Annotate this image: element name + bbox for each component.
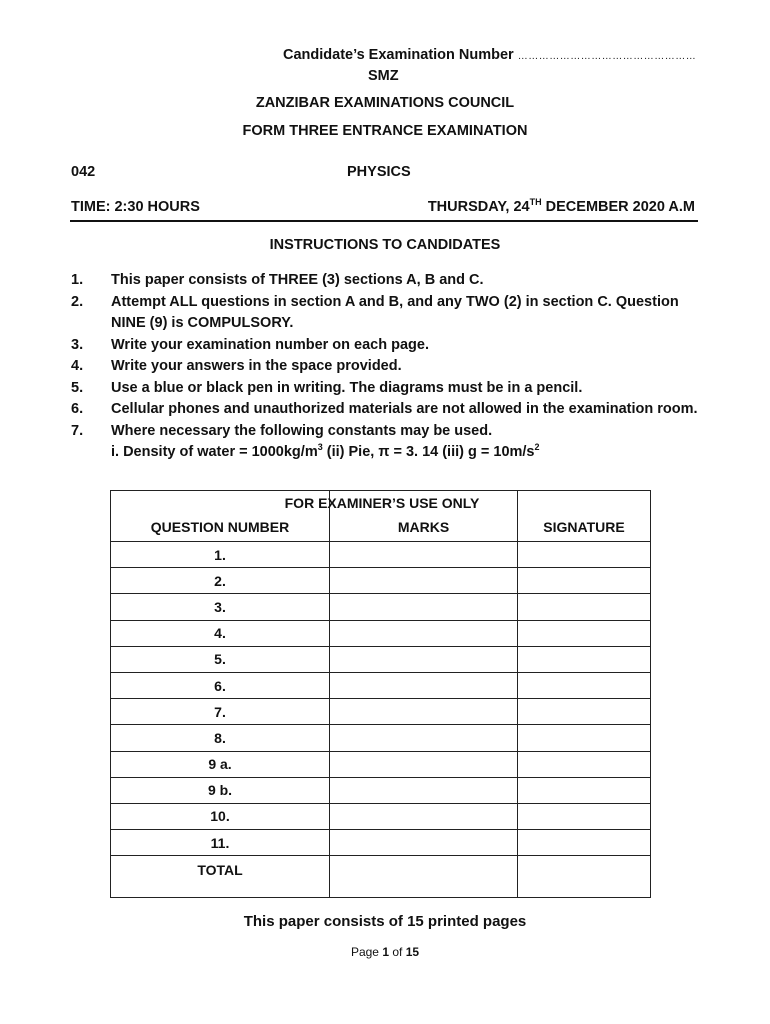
question-cell: 7.: [111, 699, 330, 725]
marks-cell[interactable]: [330, 830, 518, 856]
total-cell: TOTAL: [111, 856, 330, 898]
signature-cell[interactable]: [518, 646, 651, 672]
total-row: [111, 856, 651, 898]
subject-code: 042: [71, 164, 96, 180]
exam-date: [428, 199, 695, 215]
constants-text: (ii) Pie, π = 3. 14 (iii) g = 10m/s: [322, 444, 535, 460]
date-superscript: TH: [529, 197, 542, 208]
table-row: [111, 594, 651, 620]
page-number: [0, 945, 770, 959]
candidate-number-blank[interactable]: ……………………………………………: [517, 51, 697, 62]
page-total: 15: [405, 945, 420, 959]
table-row: [111, 699, 651, 725]
signature-label: SIGNATURE: [543, 519, 625, 535]
question-cell: 2.: [111, 568, 330, 594]
question-cell: 4.: [111, 620, 330, 646]
table-header-row: [111, 491, 651, 542]
marks-cell[interactable]: [330, 777, 518, 803]
signature-cell[interactable]: [518, 751, 651, 777]
instruction-item: [71, 270, 711, 292]
signature-cell[interactable]: [518, 830, 651, 856]
instruction-number: 2.: [71, 293, 84, 310]
page-current: 1: [382, 945, 389, 959]
candidate-number-line: [283, 47, 696, 63]
instruction-text: Use a blue or black pen in writing. The diagrams must be in a pencil.: [111, 379, 583, 396]
signature-cell[interactable]: [518, 725, 651, 751]
instruction-text: This paper consists of THREE (3) sections A, B and C.: [111, 272, 484, 288]
constants-line: [71, 442, 711, 464]
signature-cell[interactable]: [518, 699, 651, 725]
instruction-text: Write your examination number on each page.: [111, 336, 429, 353]
instruction-number: 5.: [71, 379, 84, 396]
table-row: [111, 751, 651, 777]
instruction-number: 1.: [71, 272, 84, 288]
marks-cell[interactable]: [330, 699, 518, 725]
instruction-number: 7.: [71, 422, 84, 439]
marks-cell[interactable]: [330, 751, 518, 777]
examiner-table: [110, 490, 651, 898]
table-row: [111, 725, 651, 751]
signature-cell[interactable]: [518, 594, 651, 620]
question-cell: 10.: [111, 803, 330, 829]
instructions-title: INSTRUCTIONS TO CANDIDATES: [269, 237, 501, 253]
council-title: ZANZIBAR EXAMINATIONS COUNCIL: [255, 95, 515, 111]
question-cell: 9 a.: [111, 751, 330, 777]
subject-name: PHYSICS: [347, 164, 411, 180]
page-label: Page: [350, 945, 379, 959]
signature-cell[interactable]: [518, 620, 651, 646]
date-prefix: THURSDAY, 24: [427, 199, 530, 215]
question-cell: 3.: [111, 594, 330, 620]
marks-header: [284, 491, 518, 542]
marks-cell[interactable]: [330, 646, 518, 672]
marks-cell[interactable]: [330, 542, 518, 568]
marks-cell[interactable]: [330, 725, 518, 751]
instruction-item: [71, 356, 711, 378]
question-cell: 11.: [111, 830, 330, 856]
instruction-number: 6.: [71, 401, 84, 417]
instructions-list: [71, 270, 711, 464]
table-row: [111, 542, 651, 568]
marks-cell[interactable]: [330, 568, 518, 594]
instruction-item: [71, 399, 711, 421]
candidate-number-label: Candidate’s Examination Number: [283, 47, 514, 63]
question-cell: 6.: [111, 672, 330, 698]
instruction-text: Where necessary the following constants may be used.: [111, 422, 493, 439]
question-cell: 1.: [111, 542, 330, 568]
table-row: [111, 646, 651, 672]
instruction-text: Attempt ALL questions in section A and B, and any TWO (2) in section C. Question NINE (9) is COMPULSORY.: [111, 293, 679, 331]
header-divider: [70, 220, 698, 222]
smz-label: SMZ: [368, 68, 399, 84]
total-signature-cell[interactable]: [518, 856, 651, 898]
pages-note: This paper consists of 15 printed pages: [243, 913, 527, 930]
instruction-number: 3.: [71, 336, 84, 353]
signature-cell[interactable]: [518, 803, 651, 829]
page-of: of: [392, 945, 403, 959]
question-number-label: QUESTION NUMBER: [150, 519, 290, 535]
instruction-item: [71, 421, 711, 443]
marks-cell[interactable]: [330, 620, 518, 646]
density-superscript: 3: [317, 442, 323, 453]
table-row: [111, 803, 651, 829]
question-cell: 9 b.: [111, 777, 330, 803]
marks-cell[interactable]: [330, 803, 518, 829]
instruction-item: [71, 335, 711, 357]
total-marks-cell[interactable]: [330, 856, 518, 898]
instruction-number: 4.: [71, 358, 84, 374]
table-row: [111, 568, 651, 594]
exam-time: TIME: 2:30 HOURS: [71, 199, 200, 215]
marks-cell[interactable]: [330, 594, 518, 620]
table-row: [111, 830, 651, 856]
signature-cell[interactable]: [518, 542, 651, 568]
signature-cell[interactable]: [518, 672, 651, 698]
instruction-text: Write your answers in the space provided.: [111, 358, 402, 374]
exam-title: FORM THREE ENTRANCE EXAMINATION: [242, 123, 528, 139]
instruction-text: Cellular phones and unauthorized materials are not allowed in the examination room.: [111, 401, 698, 417]
date-suffix: DECEMBER 2020 A.M: [541, 199, 695, 215]
examiner-use-label: FOR EXAMINER’S USE ONLY: [284, 495, 480, 511]
table-row: [111, 672, 651, 698]
marks-cell[interactable]: [330, 672, 518, 698]
instruction-item: [71, 292, 711, 335]
gravity-superscript: 2: [534, 442, 540, 453]
signature-cell[interactable]: [518, 568, 651, 594]
instruction-item: [71, 378, 711, 400]
table-row: [111, 620, 651, 646]
question-cell: 5.: [111, 646, 330, 672]
signature-cell[interactable]: [518, 777, 651, 803]
marks-label: MARKS: [397, 519, 450, 535]
table-row: [111, 777, 651, 803]
question-cell: 8.: [111, 725, 330, 751]
density-text: i. Density of water = 1000kg/m: [111, 444, 318, 460]
